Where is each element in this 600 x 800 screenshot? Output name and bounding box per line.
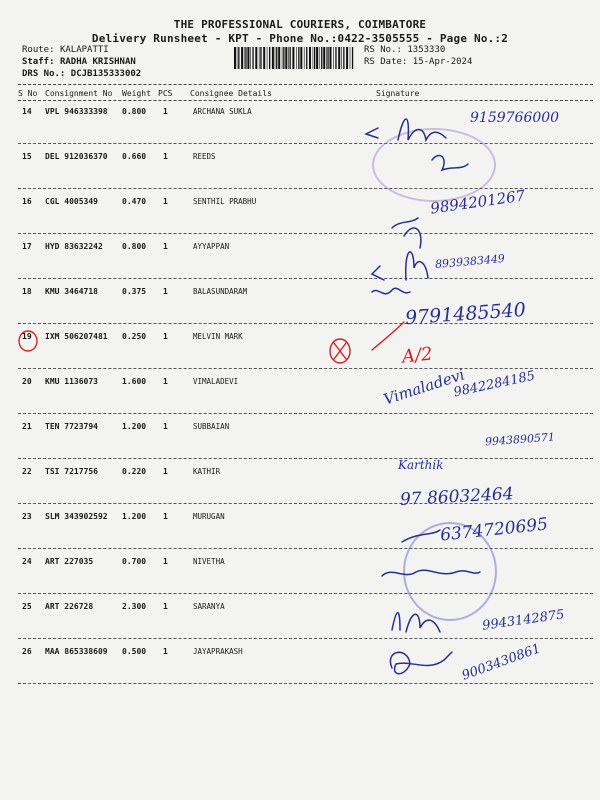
row-divider xyxy=(18,143,593,144)
row-weight: 0.660 xyxy=(122,152,147,161)
barcode-bar xyxy=(252,47,253,69)
row-pcs: 1 xyxy=(163,332,168,341)
table-row xyxy=(0,557,600,602)
rs-date-value: 15-Apr-2024 xyxy=(412,57,473,67)
row-pcs: 1 xyxy=(163,647,168,656)
row-sno: 22 xyxy=(22,467,32,476)
barcode-bar xyxy=(290,47,291,69)
handwritten-phone-22: 97 86032464 xyxy=(399,484,515,510)
row-consignment-no: IXM 506207481 xyxy=(45,332,108,341)
row-weight: 0.500 xyxy=(122,647,147,656)
row-weight: 0.800 xyxy=(122,242,147,251)
row-consignee: BALASUNDARAM xyxy=(193,287,248,296)
barcode-bar xyxy=(234,47,236,69)
row-sno: 15 xyxy=(22,152,32,161)
col-consignee-header: Consignee Details xyxy=(190,89,272,98)
row-weight: 0.220 xyxy=(122,467,147,476)
rs-no-label: RS No.: xyxy=(364,45,402,55)
row-weight: 1.200 xyxy=(122,422,147,431)
row-weight: 1.200 xyxy=(122,512,147,521)
col-consignment-header: Consignment No xyxy=(45,89,113,98)
barcode-bar xyxy=(346,47,348,69)
row-divider xyxy=(18,458,593,459)
row-consignee: SENTHIL PRABHU xyxy=(193,197,257,206)
barcode-bar xyxy=(326,47,327,69)
row-consignment-no: ART 227035 xyxy=(45,557,94,566)
drs-value: DCJB135333002 xyxy=(70,69,142,79)
handwritten-phone-20: 9842284185 xyxy=(452,368,537,401)
row-pcs: 1 xyxy=(163,107,168,116)
header-rule-bottom xyxy=(18,100,593,101)
barcode-bar xyxy=(282,47,283,69)
barcode-bar xyxy=(304,47,305,69)
drs-field xyxy=(22,69,141,79)
barcode-bar xyxy=(244,47,245,69)
barcode-bar xyxy=(241,47,243,69)
row-sno: 17 xyxy=(22,242,32,251)
row-consignee: JAYAPRAKASH xyxy=(193,647,243,656)
row-pcs: 1 xyxy=(163,377,168,386)
barcode-bar xyxy=(272,47,274,69)
row-weight: 1.600 xyxy=(122,377,147,386)
row-divider xyxy=(18,233,593,234)
row-divider xyxy=(18,323,593,324)
barcode-bar xyxy=(296,47,297,69)
barcode-bar xyxy=(263,47,265,69)
barcode-bar xyxy=(314,47,315,69)
row-consignment-no: KMU 3464718 xyxy=(45,287,98,296)
row-sno: 18 xyxy=(22,287,32,296)
barcode-bar xyxy=(259,47,260,69)
col-pcs-header: PCS xyxy=(158,89,173,98)
handwritten-signature-22: Karthik xyxy=(398,458,444,472)
row-sno: 21 xyxy=(22,422,32,431)
barcode-bar xyxy=(323,47,325,69)
row-pcs: 1 xyxy=(163,512,168,521)
barcode-bar xyxy=(327,47,328,69)
row-sno: 23 xyxy=(22,512,32,521)
handwritten-phone-16: 9894201267 xyxy=(429,186,527,218)
barcode-bar xyxy=(288,47,289,69)
row-divider xyxy=(18,368,593,369)
table-row xyxy=(0,332,600,377)
handwritten-phone-21: 9943890571 xyxy=(484,430,556,449)
handwritten-phone-17: 8939383449 xyxy=(434,251,506,272)
col-sno-header: S No xyxy=(18,89,38,98)
barcode-bar xyxy=(300,47,302,69)
rs-date-field xyxy=(364,57,472,67)
row-pcs: 1 xyxy=(163,422,168,431)
drs-label: DRS No.: xyxy=(22,69,66,79)
row-consignment-no: TSI 7217756 xyxy=(45,467,98,476)
barcode-bar xyxy=(269,47,270,69)
staff-field xyxy=(22,57,136,67)
barcode-bar xyxy=(260,47,261,69)
rs-no-value: 1353330 xyxy=(407,45,446,55)
barcode-image xyxy=(234,47,354,69)
row-sno: 16 xyxy=(22,197,32,206)
barcode-bar xyxy=(341,47,342,69)
row-pcs: 1 xyxy=(163,467,168,476)
row-consignee: ARCHANA SUKLA xyxy=(193,107,252,116)
barcode-bar xyxy=(343,47,344,69)
row-consignment-no: MAA 865338609 xyxy=(45,647,108,656)
row-pcs: 1 xyxy=(163,152,168,161)
rs-no-field xyxy=(364,45,445,55)
row-weight: 0.470 xyxy=(122,197,147,206)
barcode-bar xyxy=(306,47,307,69)
row-divider xyxy=(18,413,593,414)
handwritten-note-19: A/2 xyxy=(400,343,434,368)
col-weight-header: Weight xyxy=(122,89,151,98)
row-consignment-no: HYD 83632242 xyxy=(45,242,103,251)
row-weight: 0.375 xyxy=(122,287,147,296)
route-label: Route: xyxy=(22,45,55,55)
row-divider xyxy=(18,683,593,684)
row-consignment-no: DEL 912036370 xyxy=(45,152,108,161)
handwritten-phone-14: 9159766000 xyxy=(470,110,560,126)
row-sno: 26 xyxy=(22,647,32,656)
row-consignment-no: ART 226728 xyxy=(45,602,94,611)
barcode-bar xyxy=(237,47,238,69)
row-consignee: REEDS xyxy=(193,152,216,161)
row-sno: 20 xyxy=(22,377,32,386)
barcode-bar xyxy=(250,47,251,69)
staff-label: Staff: xyxy=(22,57,55,67)
row-divider xyxy=(18,548,593,549)
handwritten-phone-23: 6374720695 xyxy=(439,514,549,546)
row-consignee: MELVIN MARK xyxy=(193,332,243,341)
barcode-bar xyxy=(298,47,299,69)
barcode-bar xyxy=(292,47,294,69)
row-consignment-no: KMU 1136073 xyxy=(45,377,98,386)
row-pcs: 1 xyxy=(163,197,168,206)
col-signature-header: Signature xyxy=(376,89,420,98)
barcode-bar xyxy=(352,47,353,69)
barcode-bar xyxy=(267,47,268,69)
header-rule-top xyxy=(18,84,593,85)
barcode-bar xyxy=(238,47,239,69)
row-sno: 19 xyxy=(22,332,32,341)
row-sno: 25 xyxy=(22,602,32,611)
document-title: THE PROFESSIONAL COURIERS, COIMBATORE xyxy=(173,18,427,31)
staff-value: RADHA KRISHNAN xyxy=(59,57,136,67)
row-divider xyxy=(18,593,593,594)
barcode-bar xyxy=(285,47,287,69)
barcode-bar xyxy=(335,47,336,69)
barcode-bar xyxy=(338,47,340,69)
barcode-bar xyxy=(245,47,246,69)
row-consignment-no: CGL 4005349 xyxy=(45,197,98,206)
row-consignee: SARANYA xyxy=(193,602,225,611)
barcode-bar xyxy=(255,47,257,69)
row-weight: 0.250 xyxy=(122,332,147,341)
table-row xyxy=(0,242,600,287)
row-pcs: 1 xyxy=(163,557,168,566)
route-field xyxy=(22,45,109,55)
barcode-bar xyxy=(247,47,249,69)
row-weight: 2.300 xyxy=(122,602,147,611)
barcode-bar xyxy=(313,47,314,69)
row-consignee: VIMALADEVI xyxy=(193,377,239,386)
office-stamp-top xyxy=(372,128,496,202)
row-divider xyxy=(18,638,593,639)
rs-date-label: RS Date: xyxy=(364,57,408,67)
row-consignee: NIVETHA xyxy=(193,557,225,566)
barcode-bar xyxy=(350,47,351,69)
barcode-bar xyxy=(321,47,322,69)
row-consignee: KATHIR xyxy=(193,467,221,476)
row-consignee: SUBBAIAN xyxy=(193,422,230,431)
row-consignment-no: VPL 946333398 xyxy=(45,107,108,116)
barcode-bar xyxy=(330,47,332,69)
barcode-bar xyxy=(278,47,280,69)
barcode-bar xyxy=(276,47,277,69)
barcode-bar xyxy=(333,47,334,69)
row-weight: 0.800 xyxy=(122,107,147,116)
row-pcs: 1 xyxy=(163,287,168,296)
row-divider xyxy=(18,278,593,279)
document-subtitle: Delivery Runsheet - KPT - Phone No.:0422-3505555 - Page No.:2 xyxy=(91,32,509,45)
row-weight: 0.700 xyxy=(122,557,147,566)
row-consignee: MURUGAN xyxy=(193,512,225,521)
row-consignee: AYYAPPAN xyxy=(193,242,230,251)
handwritten-phone-25: 9943142875 xyxy=(481,607,566,634)
row-consignment-no: SLM 343902592 xyxy=(45,512,108,521)
route-value: KALAPATTI xyxy=(59,45,109,55)
row-pcs: 1 xyxy=(163,602,168,611)
barcode-bar xyxy=(309,47,311,69)
handwritten-signature-20: Vimaladevi xyxy=(381,365,467,409)
row-sno: 24 xyxy=(22,557,32,566)
row-pcs: 1 xyxy=(163,242,168,251)
handwritten-phone-18: 9791485540 xyxy=(404,298,527,330)
row-consignment-no: TEN 7723794 xyxy=(45,422,98,431)
row-sno: 14 xyxy=(22,107,32,116)
barcode-bar xyxy=(316,47,318,69)
handwritten-phone-26: 9003430861 xyxy=(459,641,543,684)
barcode-bar xyxy=(275,47,276,69)
barcode-bar xyxy=(283,47,284,69)
barcode-bar xyxy=(319,47,320,69)
